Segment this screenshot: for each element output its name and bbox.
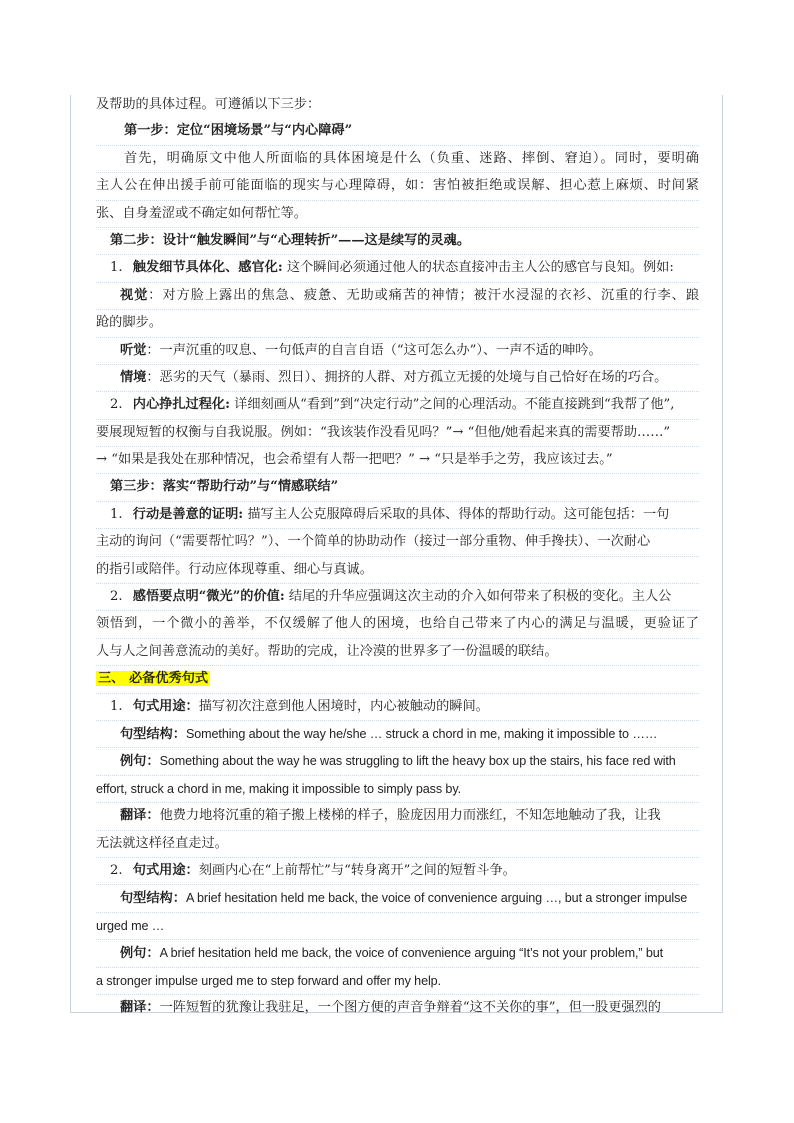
- text: 结尾的升华应强调这次主动的介入如何带来了积极的变化。主人公: [284, 589, 672, 605]
- paragraph-line: [96, 173, 699, 200]
- text: Something about the way he/she … struck a chord in me, making it impossible to ……: [185, 726, 658, 741]
- list-item: [96, 502, 699, 529]
- list-item: [96, 255, 699, 282]
- step2-heading: [96, 228, 699, 255]
- list-number: 2.: [110, 862, 123, 878]
- paragraph-line: [96, 557, 699, 584]
- item-label: 句式用途：: [132, 698, 199, 714]
- item-label: 内心挣扎过程化:: [132, 397, 230, 413]
- page-frame-right: [722, 95, 723, 1013]
- highlighted-heading: 三、 必备优秀句式: [98, 671, 209, 687]
- text: 的指引或陪伴。行动应体现尊重、细心与真诚。: [96, 561, 373, 577]
- item-label: 听觉: [120, 342, 147, 358]
- paragraph-line: [96, 913, 699, 940]
- paragraph-line: [96, 310, 699, 337]
- list-number: 1.: [110, 506, 123, 522]
- step3-heading: [96, 474, 699, 501]
- item-label: 情境: [120, 369, 147, 385]
- heading-text: 第二步：设计“触发瞬间”与“心理转折”——这是续写的灵魂。: [110, 232, 471, 248]
- text: 人与人之间善意流动的美好。帮助的完成，让冷漠的世界多了一份温暖的联结。: [96, 643, 558, 659]
- item-label: 例句：: [120, 754, 160, 770]
- item-label: 触发细节具体化、感官化:: [132, 260, 283, 276]
- text: ：恶劣的天气（暴雨、烈日）、拥挤的人群、对方孤立无援的处境与自己恰好在场的巧合。: [146, 369, 668, 385]
- list-item: [96, 694, 699, 721]
- text: 主人公在伸出援手前可能面临的现实与心理障碍，如：害怕被拒绝或误解、担心惹上麻烦、时间紧: [96, 178, 699, 194]
- paragraph-line: [96, 611, 699, 638]
- text: a stronger impulse urged me to step forward and offer my help.: [96, 973, 441, 988]
- paragraph-line: [96, 721, 699, 748]
- page-frame-left: [70, 95, 71, 1013]
- text: 描写主人公克服障碍后采取的具体、得体的帮助行动。这可能包括：一句: [243, 506, 670, 522]
- paragraph-line: [96, 92, 699, 118]
- item-label: 感悟要点明“微光”的价值:: [132, 589, 285, 605]
- text: 无法就这样径直走过。: [96, 835, 228, 851]
- text: Something about the way he was struggling to lift the heavy box up the stairs, his face red with: [159, 754, 676, 769]
- text: 张、自身羞涩或不确定如何帮忙等。: [96, 205, 307, 221]
- paragraph-line: [96, 803, 699, 830]
- paragraph-line: [96, 831, 699, 858]
- step1-heading: [96, 118, 699, 145]
- list-item: [96, 392, 699, 419]
- document-body: [96, 92, 699, 1021]
- text: A brief hesitation held me back, the voice of convenience arguing …, but a stronger impulse: [185, 891, 688, 906]
- paragraph-line: [96, 283, 699, 310]
- paragraph-line: [96, 201, 699, 228]
- text: ：一声沉重的叹息、一句低声的自言自语（“这可怎么办”）、一声不适的呻吟。: [146, 342, 602, 358]
- item-label: 句型结构：: [120, 891, 186, 907]
- text: 要展现短暂的权衡与自我说服。例如：“我该装作没看见吗？”→ “但他/她看起来真的需要帮助……”: [96, 424, 671, 440]
- paragraph-line: [96, 146, 699, 173]
- paragraph-line: [96, 365, 699, 392]
- list-number: 1.: [110, 698, 123, 714]
- list-number: 2.: [110, 589, 123, 605]
- text: 领悟到，一个微小的善举，不仅缓解了他人的困境，也给自己带来了内心的满足与温暖，更验证了: [96, 616, 699, 632]
- paragraph-line: [96, 776, 699, 803]
- paragraph-line: [96, 995, 699, 1021]
- section-heading: [96, 666, 699, 693]
- text: 一阵短暂的犹豫让我驻足，一个图方便的声音争辩着“这不关你的事”，但一股更强烈的: [159, 999, 661, 1015]
- text: 主动的询问（“需要帮忙吗？”）、一个简单的协助动作（接过一部分重物、伸手搀扶）、一次耐心: [96, 534, 651, 550]
- heading-text: 第一步：定位“困境场景”与“内心障碍”: [124, 123, 353, 139]
- text: urged me …: [96, 918, 165, 933]
- item-label: 例句：: [120, 946, 160, 962]
- item-label: 行动是善意的证明:: [132, 506, 244, 522]
- paragraph-line: [96, 639, 699, 666]
- item-label: 句式用途：: [132, 862, 199, 878]
- paragraph-line: [96, 748, 699, 775]
- text: 详细刻画从“看到”到“决定行动”之间的心理活动。不能直接跳到“我帮了他”,: [229, 397, 675, 413]
- paragraph-line: [96, 447, 699, 474]
- paragraph-line: [96, 529, 699, 556]
- list-number: 2.: [110, 397, 123, 413]
- text: 及帮助的具体过程。可遵循以下三步：: [96, 97, 321, 112]
- paragraph-line: [96, 940, 699, 967]
- text: → “如果是我处在那种情况，也会希望有人帮一把吧？” → “只是举手之劳，我应该过去。”: [96, 452, 613, 468]
- paragraph-line: [96, 885, 699, 912]
- text: effort, struck a chord in me, making it impossible to simply pass by.: [96, 781, 461, 796]
- list-item: [96, 858, 699, 885]
- text: 跄的脚步。: [96, 315, 162, 331]
- list-item: [96, 584, 699, 611]
- item-label: 翻译：: [120, 999, 160, 1015]
- text: 刻画内心在“上前帮忙”与“转身离开”之间的短暂斗争。: [198, 862, 516, 878]
- heading-text: 第三步：落实“帮助行动”与“情感联结”: [110, 479, 339, 495]
- item-label: 翻译：: [120, 808, 160, 824]
- paragraph-line: [96, 338, 699, 365]
- item-label: 视觉: [120, 287, 149, 303]
- text: 首先，明确原文中他人所面临的具体困境是什么（负重、迷路、摔倒、窘迫）。同时，要明确: [124, 150, 699, 166]
- text: 这个瞬间必须通过他人的状态直接冲击主人公的感官与良知。例如:: [282, 260, 674, 276]
- item-label: 句型结构：: [120, 726, 186, 742]
- list-number: 1.: [110, 260, 123, 276]
- paragraph-line: [96, 968, 699, 995]
- text: 他费力地将沉重的箱子搬上楼梯的样子，脸庞因用力而涨红，不知怎地触动了我，让我: [159, 808, 661, 824]
- text: A brief hesitation held me back, the voice of convenience arguing “It’s not your problem,” but: [159, 946, 664, 961]
- text: ：对方脸上露出的焦急、疲惫、无助或痛苦的神情；被汗水浸湿的衣衫、沉重的行李、踉: [148, 287, 699, 303]
- paragraph-line: [96, 420, 699, 447]
- text: 描写初次注意到他人困境时，内心被触动的瞬间。: [198, 698, 489, 714]
